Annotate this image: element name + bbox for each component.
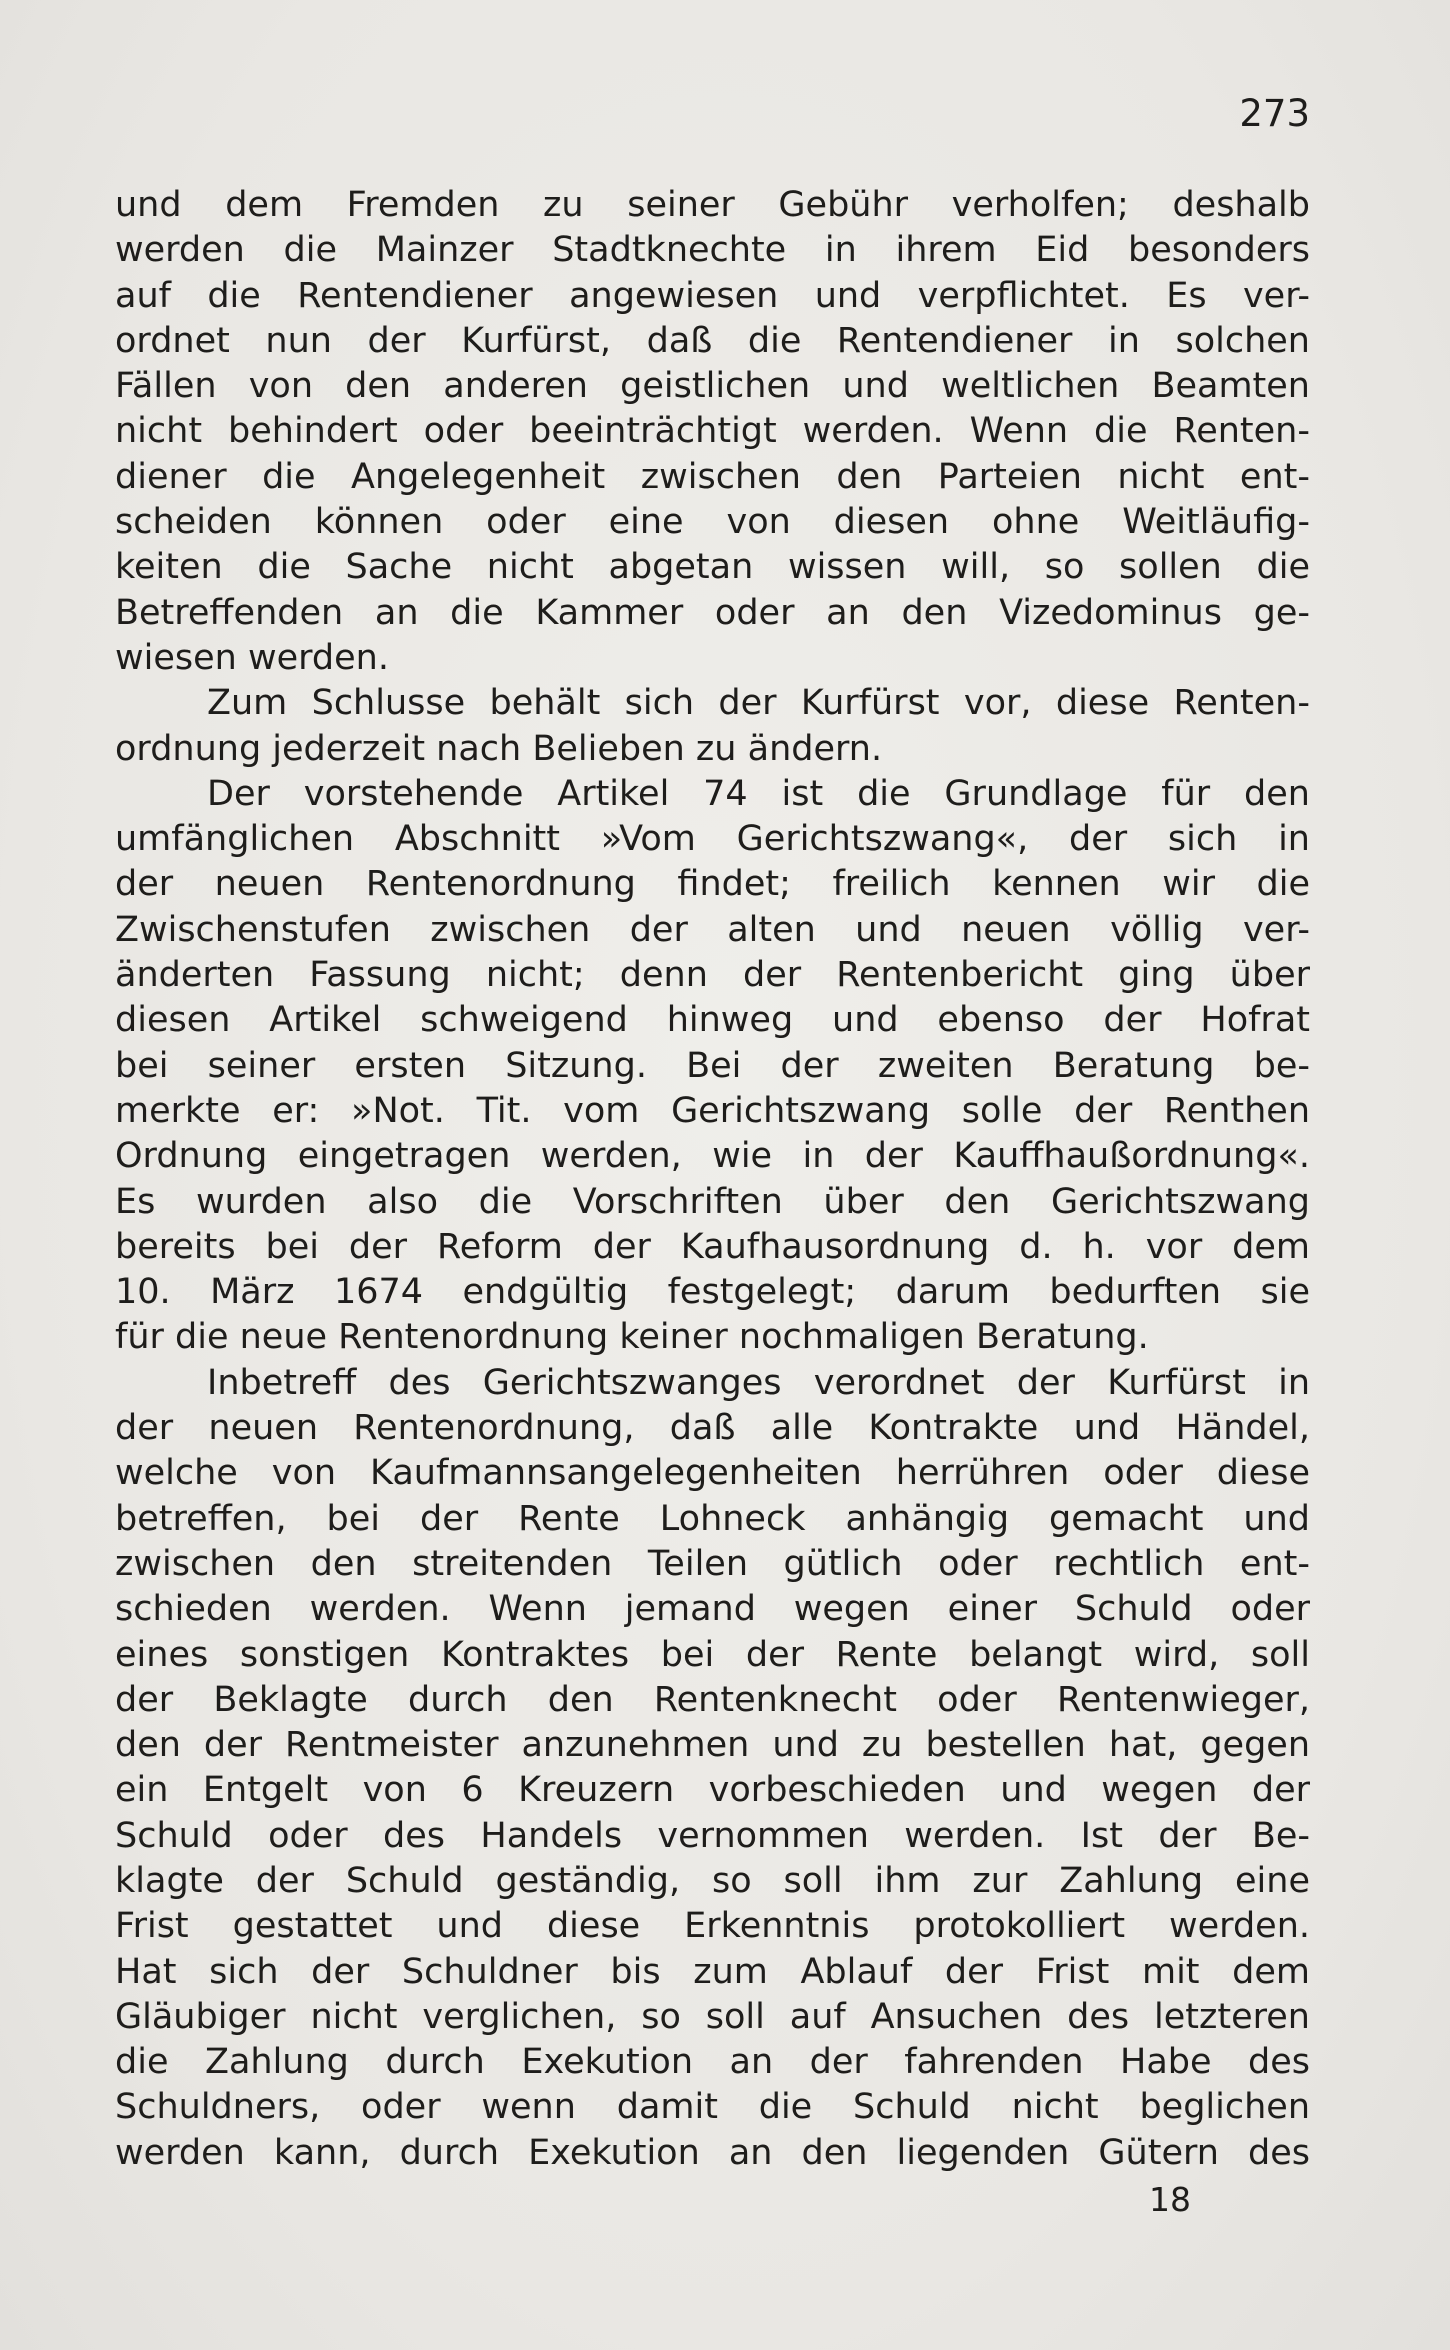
text-line: Der vorstehende Artikel 74 ist die Grundlage für den (207, 773, 1310, 814)
text-line: schieden werden. Wenn jemand wegen einer Schuld oder (115, 1589, 1310, 1630)
text-line: eines sonstigen Kontraktes bei der Rente belangt wird, soll (115, 1634, 1310, 1675)
text-line: Hat sich der Schuldner bis zum Ablauf der Frist mit dem (115, 1951, 1310, 1992)
text-line: Fällen von den anderen geistlichen und weltlichen Beamten (115, 366, 1310, 407)
text-line: der Beklagte durch den Rentenknecht oder Rentenwieger, (115, 1679, 1310, 1720)
text-line: scheiden können oder eine von diesen ohne Weitläufig- (115, 502, 1310, 543)
text-line: und dem Fremden zu seiner Gebühr verholfen; deshalb (115, 185, 1310, 225)
text-line: ordnet nun der Kurfürst, daß die Rentendiener in solchen (115, 320, 1310, 361)
text-line: ordnung jederzeit nach Belieben zu ändern. (115, 728, 883, 769)
signature-mark: 18 (1149, 2180, 1191, 2219)
paragraph (115, 772, 1310, 1361)
text-line: zwischen den streitenden Teilen gütlich oder rechtlich ent- (115, 1543, 1310, 1584)
text-line: bereits bei der Reform der Kaufhausordnung d. h. vor dem (115, 1226, 1310, 1267)
text-line: Betreffenden an die Kammer oder an den Vizedominus ge- (115, 592, 1310, 633)
text-line: Zwischenstufen zwischen der alten und neuen völlig ver- (115, 909, 1310, 950)
text-line: welche von Kaufmannsangelegenheiten herrühren oder diese (115, 1453, 1310, 1494)
text-line: diesen Artikel schweigend hinweg und ebenso der Hofrat (115, 1000, 1310, 1041)
text-line: Gläubiger nicht verglichen, so soll auf Ansuchen des letzteren (115, 1996, 1310, 2037)
text-line: wiesen werden. (115, 637, 389, 678)
text-line: Inbetreff des Gerichtszwanges verordnet der Kurfürst in (207, 1362, 1310, 1403)
text-line: der neuen Rentenordnung findet; freilich kennen wir die (115, 864, 1310, 905)
paragraph (115, 1361, 1310, 2176)
text-line: ein Entgelt von 6 Kreuzern vorbeschieden und wegen der (115, 1770, 1310, 1811)
text-line: bei seiner ersten Sitzung. Bei der zweiten Beratung be- (115, 1045, 1310, 1086)
page-number: 273 (1239, 92, 1310, 135)
text-line: diener die Angelegenheit zwischen den Parteien nicht ent- (115, 456, 1310, 497)
text-line: umfänglichen Abschnitt »Vom Gerichtszwang«, der sich in (115, 819, 1310, 860)
body-text (115, 183, 1310, 2176)
text-line: Schuldners, oder wenn damit die Schuld nicht beglichen (115, 2087, 1310, 2128)
text-line: auf die Rentendiener angewiesen und verpflichtet. Es ver- (115, 275, 1310, 316)
text-line: betreffen, bei der Rente Lohneck anhängig gemacht und (115, 1498, 1310, 1539)
text-line: für die neue Rentenordnung keiner nochmaligen Beratung. (115, 1317, 1149, 1358)
text-line: nicht behindert oder beeinträchtigt werden. Wenn die Renten- (115, 411, 1310, 452)
text-line: änderten Fassung nicht; denn der Rentenbericht ging über (115, 955, 1310, 996)
text-line: merkte er: »Not. Tit. vom Gerichtszwang solle der Renthen (115, 1090, 1310, 1131)
text-line: den der Rentmeister anzunehmen und zu bestellen hat, gegen (115, 1725, 1310, 1766)
text-line: die Zahlung durch Exekution an der fahrenden Habe des (115, 2042, 1310, 2083)
text-line: werden die Mainzer Stadtknechte in ihrem Eid besonders (115, 230, 1310, 271)
text-line: 10. März 1674 endgültig festgelegt; darum bedurften sie (115, 1272, 1310, 1313)
text-line: der neuen Rentenordnung, daß alle Kontrakte und Händel, (115, 1408, 1310, 1449)
paragraph (115, 681, 1310, 772)
text-line: Schuld oder des Handels vernommen werden. Ist der Be- (115, 1815, 1310, 1856)
text-line: werden kann, durch Exekution an den liegenden Gütern des (115, 2132, 1310, 2173)
paragraph (115, 183, 1310, 681)
text-line: klagte der Schuld geständig, so soll ihm zur Zahlung eine (115, 1860, 1310, 1901)
text-line: Zum Schlusse behält sich der Kurfürst vor, diese Renten- (207, 683, 1310, 724)
text-line: keiten die Sache nicht abgetan wissen will, so sollen die (115, 547, 1310, 588)
text-line: Frist gestattet und diese Erkenntnis protokolliert werden. (115, 1906, 1310, 1947)
text-line: Ordnung eingetragen werden, wie in der Kauffhaußordnung«. (115, 1136, 1310, 1177)
text-line: Es wurden also die Vorschriften über den Gerichtszwang (115, 1181, 1310, 1222)
